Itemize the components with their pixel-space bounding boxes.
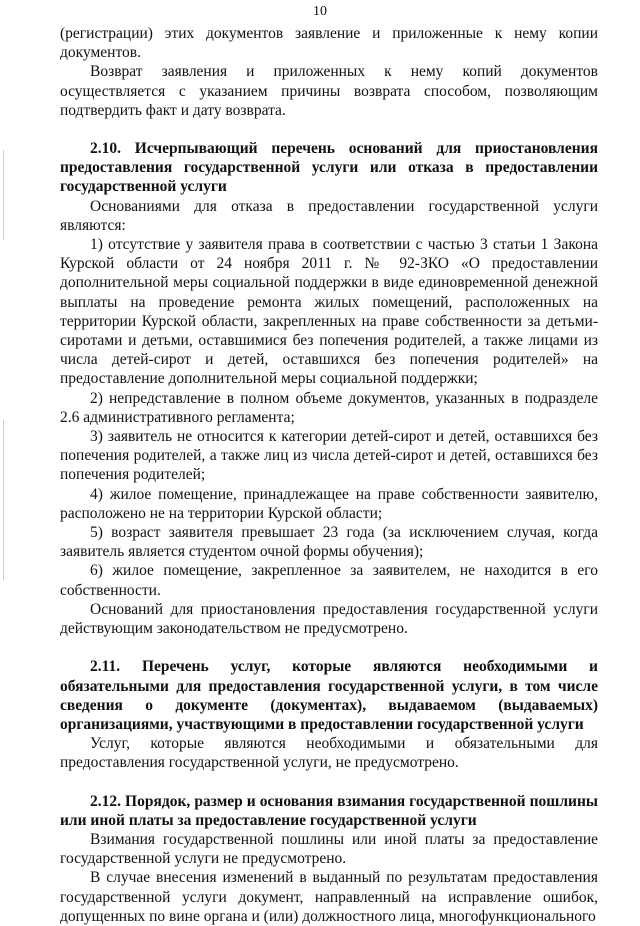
section-2-10-closing: Оснований для приостановления предоставления государственной услуги действующим законодательством не предусмотрено. — [60, 600, 598, 638]
section-2-10-heading: 2.10. Исчерпывающий перечень оснований для приостановления предоставления государственной услуги или отказа в предоставлении государственной услуги — [60, 140, 598, 196]
list-item: 4) жилое помещение, принадлежащее на праве собственности заявителю, расположено не на территории Курской области; — [60, 485, 598, 522]
intro-paragraph-1: (регистрации) этих документов заявление и приложенные к нему копии документов. — [60, 25, 598, 62]
section-2-11-heading: 2.11. Перечень услуг, которые являются необходимыми и обязательными для предоставления государственной услуги, в том числе сведения о документе (документах), выдаваемом (выдаваемых) организациями, участвующими в предоставлении государственной услуги — [60, 658, 598, 733]
list-item: 6) жилое помещение, закрепленное за заявителем, не находится в его собственности. — [60, 562, 598, 599]
section-2-12-heading: 2.12. Порядок, размер и основания взимания государственной пошлины или иной платы за предоставление государственной услуги — [60, 792, 598, 829]
list-item: 3) заявитель не относится к категории детей-сирот и детей, оставшихся без попечения родителей, а также лиц из числа детей-сирот и детей, оставшихся без попечения родителей; — [60, 428, 598, 484]
section-2-12-paragraph-2: В случае внесения изменений в выданный по результатам предоставления государственной услуги документ, направленный на исправление ошибок, допущенных по вине органа и (или) должностного лица, многофункционального — [60, 869, 598, 925]
section-2-11-text: Услуг, которые являются необходимыми и обязательными для предоставления государственной услуги, не предусмотрено. — [60, 735, 598, 772]
scan-edge-mark — [3, 420, 4, 580]
section-2-10-lead: Основаниями для отказа в предоставлении государственной услуги являются: — [60, 197, 598, 234]
page-number: 10 — [313, 4, 327, 19]
list-item: 2) непредставление в полном объеме документов, указанных в подразделе 2.6 административного регламента; — [60, 389, 598, 426]
scan-edge-mark — [3, 150, 4, 240]
list-item: 1) отсутствие у заявителя права в соответствии с частью 3 статьи 1 Закона Курской области от 24 ноября 2011 г. № 92-ЗКО «О предоставлении дополнительной меры социальной поддержки в виде единовременной денежной выплаты на проведение ремонта жилых помещений, расположенных на территории Курской области, закрепленных на праве собственности за детьми-сиротами и детьми, оставшимися без попечения родителей, а также лицами из числа детей-сирот и детей, оставшихся без попечения родителей» на предоставление дополнительной меры социальной поддержки; — [60, 236, 598, 388]
section-2-12-paragraph-1: Взимания государственной пошлины или иной платы за предоставление государственной услуги не предусмотрено. — [60, 830, 598, 868]
list-item: 5) возраст заявителя превышает 23 года (за исключением случая, когда заявитель является студентом очной формы обучения); — [60, 524, 598, 561]
intro-paragraph-2: Возврат заявления и приложенных к нему копий документов осуществляется с указанием причины возврата способом, позволяющим подтвердить факт и дату возврата. — [60, 63, 598, 119]
document-body — [60, 24, 598, 926]
